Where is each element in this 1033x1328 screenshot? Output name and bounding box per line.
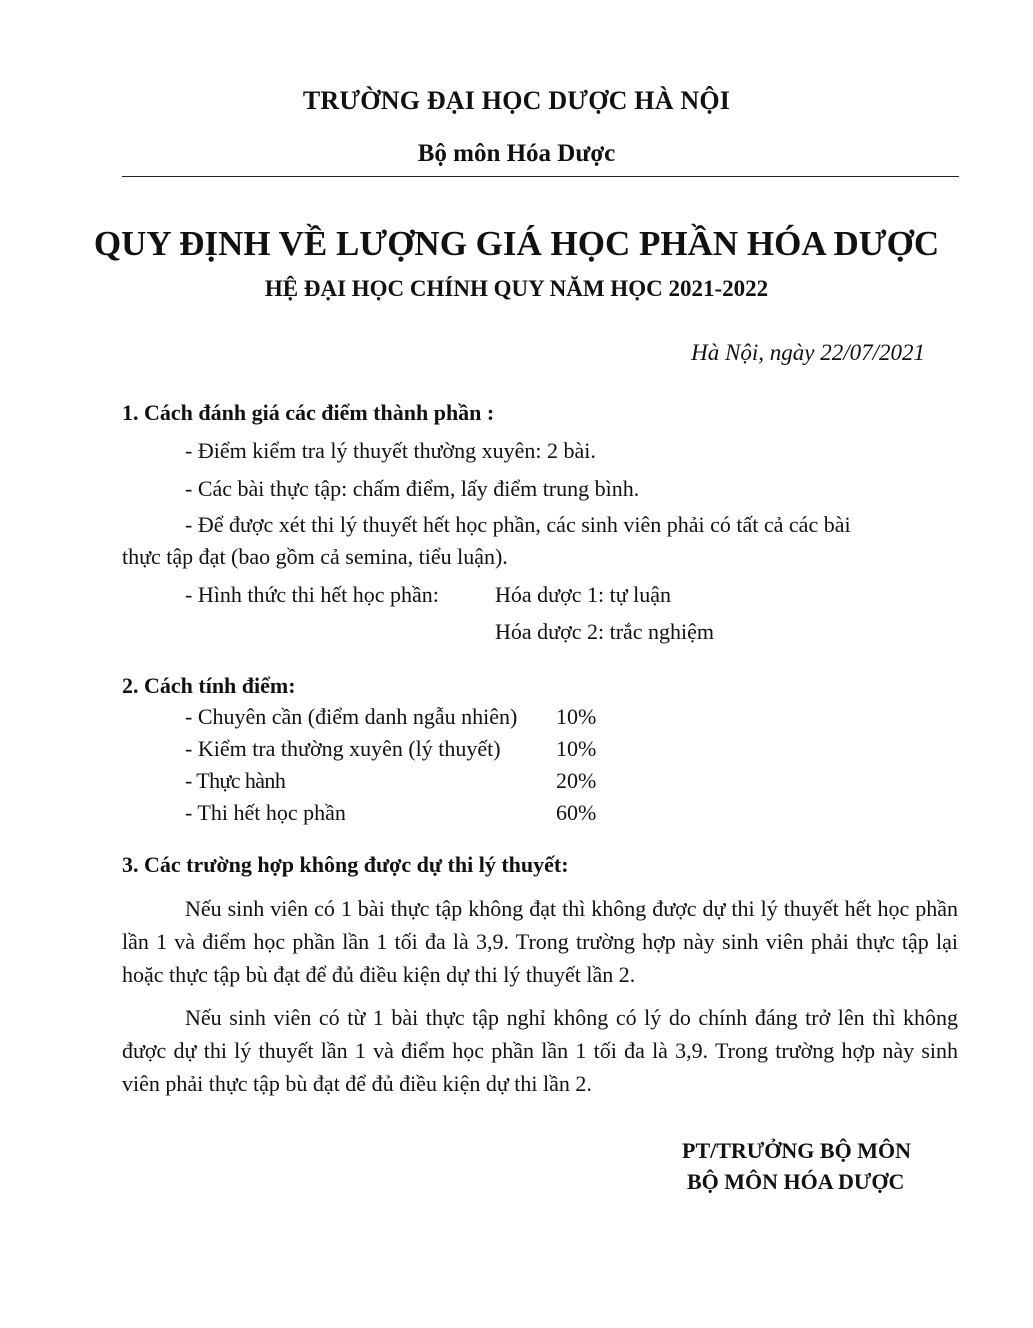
section1-item-theory-tests: - Điểm kiểm tra lý thuyết thường xuyên: 2 bài. <box>185 438 596 463</box>
grade-row-percent: 20% <box>556 768 597 793</box>
grade-row-percent: 10% <box>556 736 597 761</box>
grade-row-percent: 10% <box>556 704 597 729</box>
document-date: Hà Nội, ngày 22/07/2021 <box>691 340 925 365</box>
section1-heading: 1. Cách đánh giá các điểm thành phần : <box>122 400 495 425</box>
section1-item-eligibility-line1: - Để được xét thi lý thuyết hết học phần, các sinh viên phải có tất cả các bài <box>185 512 851 537</box>
document-title: QUY ĐỊNH VỀ LƯỢNG GIÁ HỌC PHẦN HÓA DƯỢC <box>93 224 940 263</box>
grade-row-label: - Thực hành <box>185 768 286 793</box>
section1-exam-form-label: - Hình thức thi hết học phần: <box>185 582 439 607</box>
document-subtitle: HỆ ĐẠI HỌC CHÍNH QUY NĂM HỌC 2021-2022 <box>264 276 769 301</box>
grade-row-percent: 60% <box>556 800 597 825</box>
section1-item-eligibility-line2: thực tập đạt (bao gồm cả semina, tiểu luận). <box>122 544 508 569</box>
section1-exam-form-value1: Hóa dược 1: tự luận <box>495 582 671 607</box>
header-divider <box>122 176 959 177</box>
section1-item-practicals: - Các bài thực tập: chấm điểm, lấy điểm trung bình. <box>185 476 640 501</box>
section3-heading: 3. Các trường hợp không được dự thi lý thuyết: <box>122 852 569 877</box>
school-name: TRƯỜNG ĐẠI HỌC DƯỢC HÀ NỘI <box>302 86 731 115</box>
grade-row-label: - Thi hết học phần <box>185 800 346 825</box>
signature-department: BỘ MÔN HÓA DƯỢC <box>687 1169 905 1194</box>
signature-title: PT/TRƯỞNG BỘ MÔN <box>682 1138 911 1163</box>
section3-paragraph-absent-practical: Nếu sinh viên có từ 1 bài thực tập nghỉ không có lý do chính đáng trở lên thì không được dự thi lý thuyết lần 1 và điểm học phần lần 1 tối đa là 3,9. Trong trường hợp này sinh viên phải thực tập bù đạt để đủ điều kiện dự thi lần 2. <box>122 1005 958 1096</box>
section1-exam-form-value2: Hóa dược 2: trắc nghiệm <box>495 619 715 644</box>
grade-row-label: - Chuyên cần (điểm danh ngẫu nhiên) <box>185 704 518 729</box>
section3-paragraph-failed-practical: Nếu sinh viên có 1 bài thực tập không đạt thì không được dự thi lý thuyết hết học phần lần 1 và điểm học phần lần 1 tối đa là 3,9. Trong trường hợp này sinh viên phải thực tập lại hoặc thực tập bù đạt để đủ điều kiện dự thi lý thuyết lần 2. <box>122 896 958 987</box>
section2-heading: 2. Cách tính điểm: <box>122 673 296 698</box>
grade-row-label: - Kiểm tra thường xuyên (lý thuyết) <box>185 736 501 761</box>
department-name: Bộ môn Hóa Dược <box>417 140 616 167</box>
